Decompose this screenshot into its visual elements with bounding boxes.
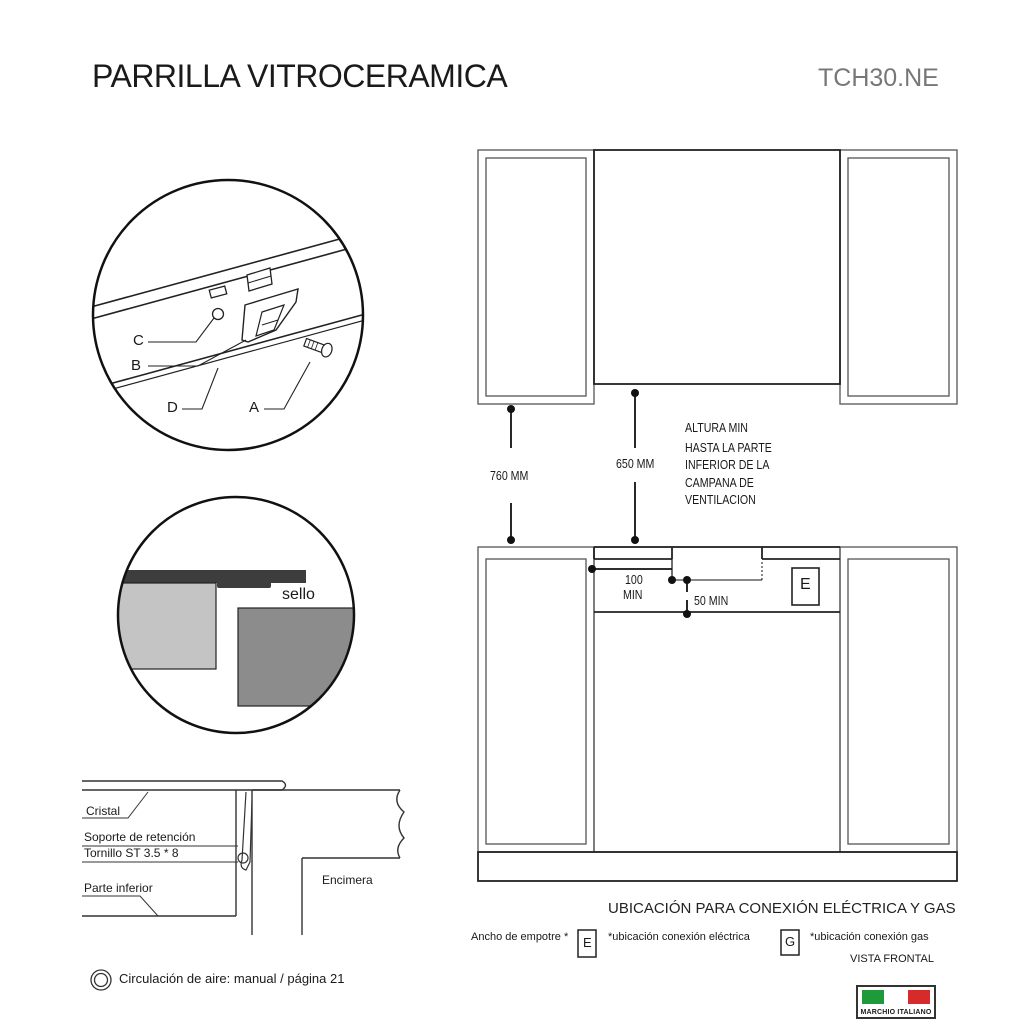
altura-line-1: ALTURA MIN	[685, 421, 748, 435]
label-b: B	[131, 357, 142, 374]
red-flag-stripe	[908, 990, 930, 1004]
altura-line-2: HASTA LA PARTE	[685, 441, 772, 455]
e-marker: E	[800, 576, 811, 593]
dim-100: 100	[625, 573, 643, 587]
label-soporte: Soporte de retención	[84, 830, 196, 844]
front-view	[478, 150, 957, 881]
e-legend-text: *ubicación conexión eléctrica	[608, 931, 750, 943]
label-parte-inferior: Parte inferior	[84, 881, 153, 895]
air-circulation-note: Circulación de aire: manual / página 21	[119, 971, 345, 986]
section-title: UBICACIÓN PARA CONEXIÓN ELÉCTRICA Y GAS	[608, 900, 956, 917]
seal-label: sello	[282, 586, 315, 603]
dim-650: 650 MM	[616, 457, 655, 471]
label-tornillo: Tornillo ST 3.5 * 8	[84, 846, 179, 860]
logo-text: MARCHIO ITALIANO	[860, 1009, 932, 1016]
marchio-italiano-logo	[856, 985, 936, 1019]
label-encimera: Encimera	[322, 873, 373, 887]
page-title: PARRILLA VITROCERAMICA	[92, 58, 508, 94]
e-legend-letter: E	[583, 935, 592, 950]
seal-circle	[100, 497, 378, 733]
altura-line-3: INFERIOR DE LA	[685, 458, 770, 472]
altura-line-4: CAMPANA DE	[685, 476, 754, 490]
label-cristal: Cristal	[86, 804, 121, 818]
model-code: TCH30.NE	[818, 64, 939, 92]
g-legend-letter: G	[785, 934, 796, 949]
dim-50: 50 MIN	[694, 594, 729, 608]
air-circulation-icon	[91, 970, 111, 990]
green-flag-stripe	[862, 990, 884, 1004]
dim-100-min: MIN	[623, 588, 643, 602]
dim-760: 760 MM	[490, 469, 529, 483]
label-c: C	[133, 332, 144, 349]
label-d: D	[167, 399, 178, 416]
ancho-empotre: Ancho de empotre *	[471, 931, 569, 943]
altura-line-5: VENTILACION	[685, 493, 756, 507]
label-a: A	[249, 399, 260, 416]
vista-frontal: VISTA FRONTAL	[850, 953, 934, 965]
g-legend-text: *ubicación conexión gas	[810, 931, 929, 943]
detail-circle	[80, 180, 380, 450]
